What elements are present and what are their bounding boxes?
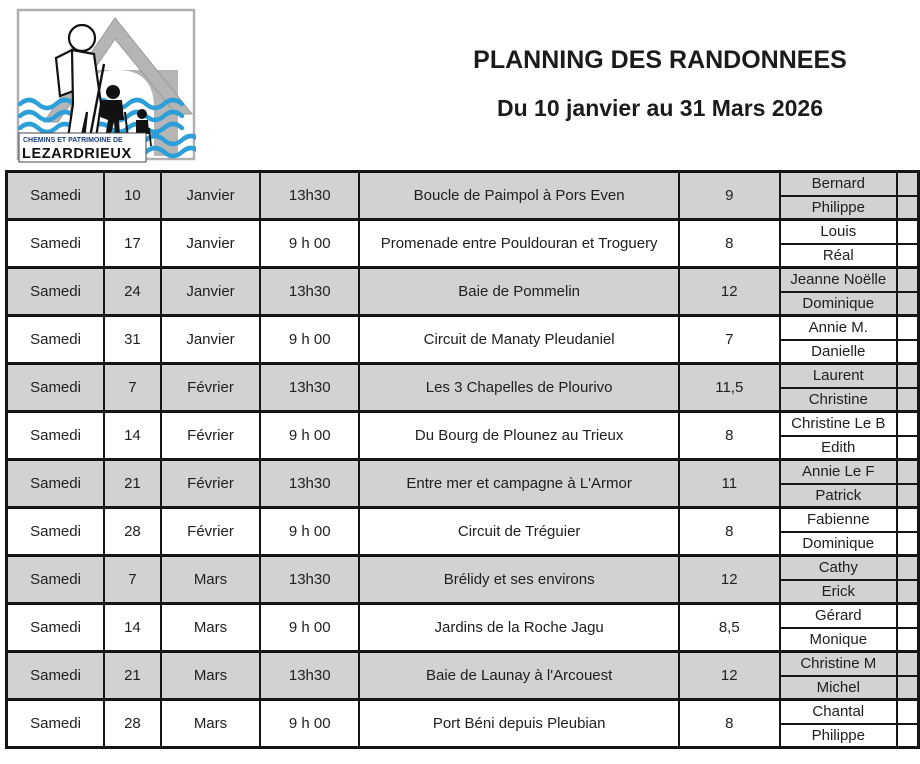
cutoff-cell bbox=[897, 244, 919, 268]
leader-cell: Christine Le B bbox=[780, 412, 897, 436]
table-row bbox=[7, 508, 919, 532]
table-row bbox=[7, 268, 919, 292]
leader-cell: Monique bbox=[780, 628, 897, 652]
table-row bbox=[7, 700, 919, 724]
day-cell: Samedi bbox=[7, 700, 105, 748]
cutoff-cell bbox=[897, 556, 919, 580]
cutoff-cell bbox=[897, 388, 919, 412]
leader-cell: Dominique bbox=[780, 532, 897, 556]
hike-name-cell: Port Béni depuis Pleubian bbox=[359, 700, 679, 748]
cutoff-cell bbox=[897, 508, 919, 532]
leader-cell: Jeanne Noëlle bbox=[780, 268, 897, 292]
date-cell: 31 bbox=[104, 316, 161, 364]
hike-name-cell: Jardins de la Roche Jagu bbox=[359, 604, 679, 652]
distance-cell: 11,5 bbox=[679, 364, 780, 412]
cutoff-cell bbox=[897, 652, 919, 676]
distance-cell: 12 bbox=[679, 556, 780, 604]
distance-cell: 8 bbox=[679, 412, 780, 460]
leader-cell: Danielle bbox=[780, 340, 897, 364]
time-cell: 13h30 bbox=[260, 364, 359, 412]
time-cell: 9 h 00 bbox=[260, 412, 359, 460]
hike-name-cell: Brélidy et ses environs bbox=[359, 556, 679, 604]
hike-name-cell: Baie de Launay à l'Arcouest bbox=[359, 652, 679, 700]
date-cell: 17 bbox=[104, 220, 161, 268]
distance-cell: 8 bbox=[679, 508, 780, 556]
cutoff-cell bbox=[897, 172, 919, 196]
distance-cell: 11 bbox=[679, 460, 780, 508]
month-cell: Février bbox=[161, 508, 260, 556]
month-cell: Février bbox=[161, 412, 260, 460]
cutoff-cell bbox=[897, 604, 919, 628]
cutoff-cell bbox=[897, 340, 919, 364]
leader-cell: Patrick bbox=[780, 484, 897, 508]
table-row bbox=[7, 220, 919, 244]
hike-name-cell: Promenade entre Pouldouran et Troguery bbox=[359, 220, 679, 268]
page-title: PLANNING DES RANDONNEES bbox=[473, 46, 847, 74]
cutoff-cell bbox=[897, 196, 919, 220]
day-cell: Samedi bbox=[7, 364, 105, 412]
time-cell: 13h30 bbox=[260, 652, 359, 700]
month-cell: Mars bbox=[161, 700, 260, 748]
month-cell: Janvier bbox=[161, 268, 260, 316]
cutoff-cell bbox=[897, 676, 919, 700]
cutoff-cell bbox=[897, 292, 919, 316]
hike-name-cell: Les 3 Chapelles de Plourivo bbox=[359, 364, 679, 412]
hike-name-cell: Baie de Pommelin bbox=[359, 268, 679, 316]
cutoff-cell bbox=[897, 220, 919, 244]
leader-cell: Dominique bbox=[780, 292, 897, 316]
time-cell: 9 h 00 bbox=[260, 316, 359, 364]
day-cell: Samedi bbox=[7, 316, 105, 364]
month-cell: Mars bbox=[161, 604, 260, 652]
time-cell: 9 h 00 bbox=[260, 508, 359, 556]
month-cell: Janvier bbox=[161, 316, 260, 364]
hike-name-cell: Circuit de Tréguier bbox=[359, 508, 679, 556]
cutoff-cell bbox=[897, 484, 919, 508]
distance-cell: 12 bbox=[679, 268, 780, 316]
leader-cell: Bernard bbox=[780, 172, 897, 196]
leader-cell: Christine M bbox=[780, 652, 897, 676]
cutoff-cell bbox=[897, 412, 919, 436]
date-cell: 24 bbox=[104, 268, 161, 316]
day-cell: Samedi bbox=[7, 652, 105, 700]
cutoff-cell bbox=[897, 628, 919, 652]
distance-cell: 12 bbox=[679, 652, 780, 700]
time-cell: 9 h 00 bbox=[260, 220, 359, 268]
leader-cell: Laurent bbox=[780, 364, 897, 388]
month-cell: Mars bbox=[161, 652, 260, 700]
month-cell: Mars bbox=[161, 556, 260, 604]
hike-name-cell: Circuit de Manaty Pleudaniel bbox=[359, 316, 679, 364]
cutoff-cell bbox=[897, 364, 919, 388]
leader-cell: Cathy bbox=[780, 556, 897, 580]
leader-cell: Philippe bbox=[780, 724, 897, 748]
leader-cell: Annie Le F bbox=[780, 460, 897, 484]
leader-cell: Erick bbox=[780, 580, 897, 604]
day-cell: Samedi bbox=[7, 268, 105, 316]
date-cell: 7 bbox=[104, 364, 161, 412]
distance-cell: 9 bbox=[679, 172, 780, 220]
leader-cell: Michel bbox=[780, 676, 897, 700]
table-row bbox=[7, 316, 919, 340]
cutoff-cell bbox=[897, 532, 919, 556]
date-cell: 28 bbox=[104, 700, 161, 748]
time-cell: 13h30 bbox=[260, 556, 359, 604]
month-cell: Janvier bbox=[161, 172, 260, 220]
leader-cell: Christine bbox=[780, 388, 897, 412]
day-cell: Samedi bbox=[7, 172, 105, 220]
day-cell: Samedi bbox=[7, 220, 105, 268]
time-cell: 9 h 00 bbox=[260, 700, 359, 748]
leader-cell: Annie M. bbox=[780, 316, 897, 340]
distance-cell: 8,5 bbox=[679, 604, 780, 652]
date-cell: 14 bbox=[104, 604, 161, 652]
table-row bbox=[7, 556, 919, 580]
logo-club-type: CHEMINS ET PATRIMOINE DE bbox=[23, 137, 123, 144]
table-row bbox=[7, 604, 919, 628]
table-row bbox=[7, 652, 919, 676]
date-cell: 10 bbox=[104, 172, 161, 220]
time-cell: 9 h 00 bbox=[260, 604, 359, 652]
planning-table bbox=[5, 170, 920, 749]
date-cell: 14 bbox=[104, 412, 161, 460]
date-cell: 21 bbox=[104, 652, 161, 700]
cutoff-cell bbox=[897, 436, 919, 460]
month-cell: Janvier bbox=[161, 220, 260, 268]
leader-cell: Philippe bbox=[780, 196, 897, 220]
logo-club-name: LEZARDRIEUX bbox=[22, 146, 132, 162]
day-cell: Samedi bbox=[7, 556, 105, 604]
time-cell: 13h30 bbox=[260, 172, 359, 220]
date-cell: 21 bbox=[104, 460, 161, 508]
distance-cell: 8 bbox=[679, 700, 780, 748]
distance-cell: 8 bbox=[679, 220, 780, 268]
leader-cell: Réal bbox=[780, 244, 897, 268]
cutoff-cell bbox=[897, 724, 919, 748]
day-cell: Samedi bbox=[7, 604, 105, 652]
leader-cell: Louis bbox=[780, 220, 897, 244]
table-row bbox=[7, 364, 919, 388]
day-cell: Samedi bbox=[7, 508, 105, 556]
cutoff-cell bbox=[897, 268, 919, 292]
cutoff-cell bbox=[897, 580, 919, 604]
cutoff-cell bbox=[897, 460, 919, 484]
time-cell: 13h30 bbox=[260, 268, 359, 316]
table-row bbox=[7, 172, 919, 196]
day-cell: Samedi bbox=[7, 412, 105, 460]
table-row bbox=[7, 460, 919, 484]
cutoff-cell bbox=[897, 700, 919, 724]
date-cell: 7 bbox=[104, 556, 161, 604]
page-subtitle: Du 10 janvier au 31 Mars 2026 bbox=[496, 95, 824, 121]
cutoff-cell bbox=[897, 316, 919, 340]
table-row bbox=[7, 412, 919, 436]
club-logo bbox=[16, 8, 196, 166]
hike-name-cell: Boucle de Paimpol à Pors Even bbox=[359, 172, 679, 220]
header bbox=[420, 46, 900, 122]
month-cell: Février bbox=[161, 364, 260, 412]
time-cell: 13h30 bbox=[260, 460, 359, 508]
leader-cell: Edith bbox=[780, 436, 897, 460]
hike-name-cell: Entre mer et campagne à L'Armor bbox=[359, 460, 679, 508]
leader-cell: Chantal bbox=[780, 700, 897, 724]
leader-cell: Gérard bbox=[780, 604, 897, 628]
distance-cell: 7 bbox=[679, 316, 780, 364]
date-cell: 28 bbox=[104, 508, 161, 556]
day-cell: Samedi bbox=[7, 460, 105, 508]
hike-name-cell: Du Bourg de Plounez au Trieux bbox=[359, 412, 679, 460]
month-cell: Février bbox=[161, 460, 260, 508]
leader-cell: Fabienne bbox=[780, 508, 897, 532]
